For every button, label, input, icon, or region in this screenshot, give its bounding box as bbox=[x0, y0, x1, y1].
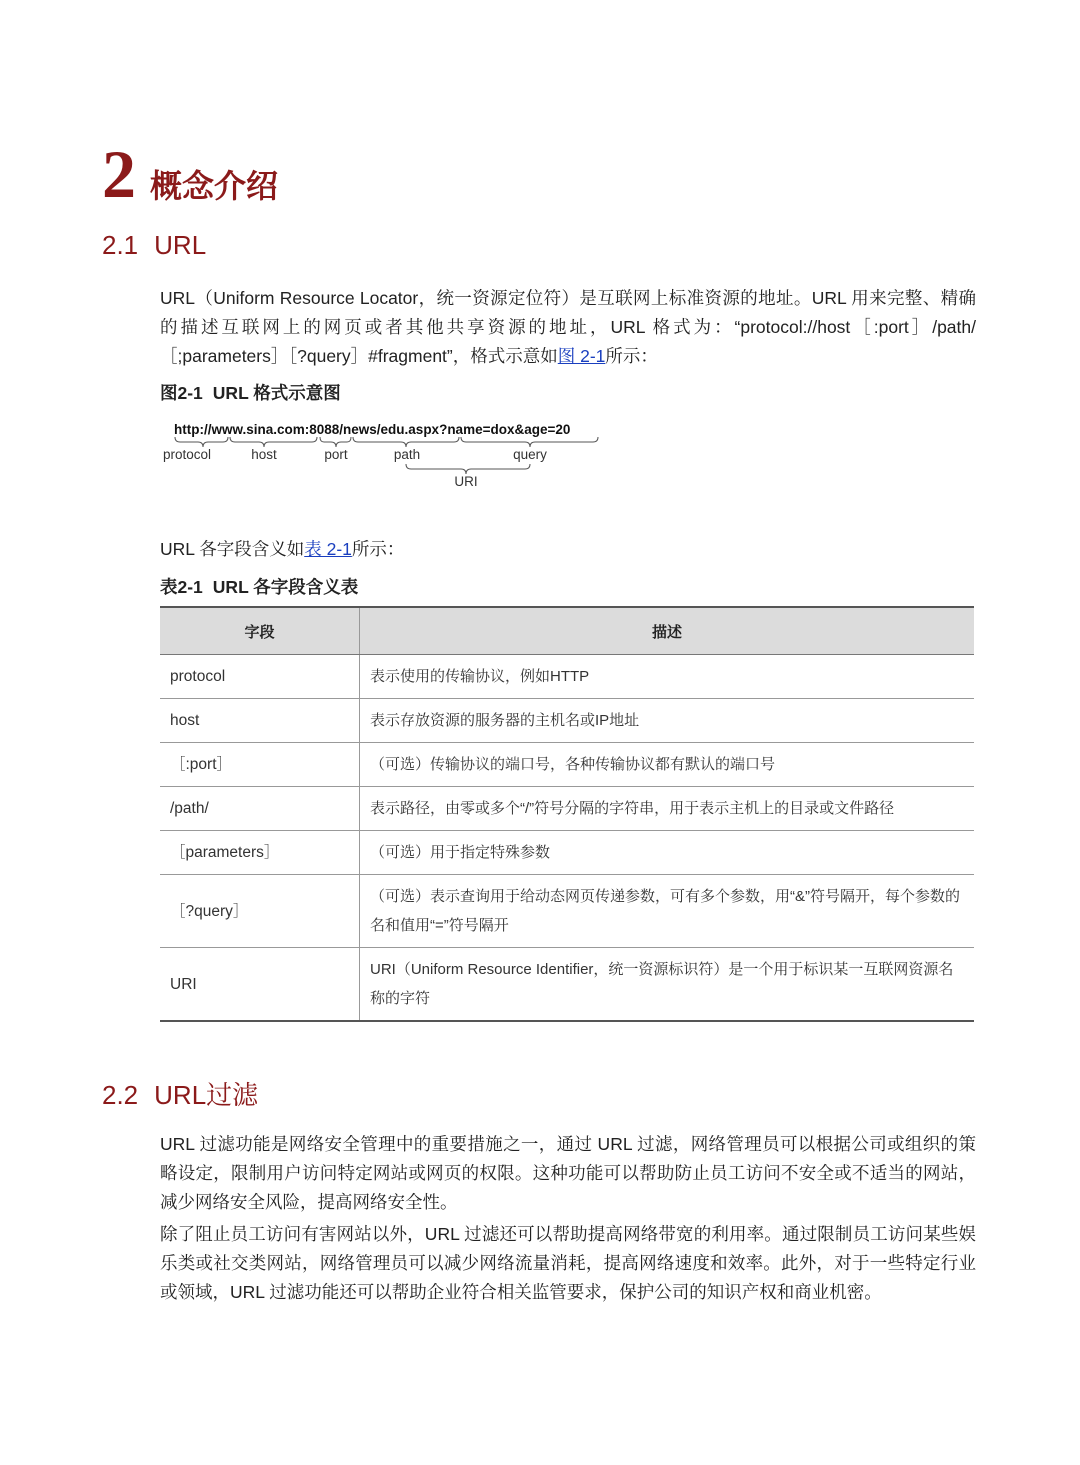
table-link[interactable]: 表 2-1 bbox=[304, 539, 352, 559]
table-caption-number: 表2-1 bbox=[160, 577, 203, 597]
description-cell: （可选）表示查询用于给动态网页传递参数，可有多个参数，用“&”符号隔开，每个参数的名和值用“=”符号隔开 bbox=[360, 875, 975, 948]
header-field: 字段 bbox=[160, 607, 360, 655]
table-row bbox=[160, 875, 974, 948]
brace-uri bbox=[406, 464, 530, 474]
filter-paragraph-1: URL 过滤功能是网络安全管理中的重要措施之一，通过 URL 过滤，网络管理员可以根据公司或组织的策略设定，限制用户访问特定网站或网页的权限。这种功能可以帮助防止员工访问不安全或不适当的网站，减少网络安全风险，提高网络安全性。 bbox=[160, 1134, 976, 1212]
intro-text: URL（Uniform Resource Locator，统一资源定位符）是互联网上标准资源的地址。URL 用来完整、精确的描述互联网上的网页或者其他共享资源的地址，URL 格式为：“protocol://host［:port］/path/［;parameters］［?query］#fragment”，格式示意如 bbox=[160, 288, 976, 366]
table-reference-paragraph bbox=[160, 535, 976, 564]
table-caption-text: URL 各字段含义表 bbox=[212, 577, 359, 597]
field-cell: /path/ bbox=[160, 787, 360, 831]
brace-protocol bbox=[175, 437, 228, 447]
brace-host bbox=[230, 437, 317, 447]
description-cell: 表示路径，由零或多个“/”符号分隔的字符串，用于表示主机上的目录或文件路径 bbox=[360, 787, 975, 831]
section-number: 2.1 bbox=[102, 230, 139, 260]
table-ref-text: URL 各字段含义如 bbox=[160, 539, 305, 559]
section-heading-url bbox=[102, 230, 206, 261]
brace-path bbox=[353, 437, 459, 447]
chapter-title: 概念介绍 bbox=[150, 168, 279, 204]
field-cell: URI bbox=[160, 948, 360, 1022]
table-row bbox=[160, 948, 974, 1022]
table-row bbox=[160, 743, 974, 787]
field-cell: ［:port］ bbox=[160, 743, 360, 787]
description-cell: （可选）用于指定特殊参数 bbox=[360, 831, 975, 875]
table-header-row bbox=[160, 607, 974, 655]
description-cell: （可选）传输协议的端口号，各种传输协议都有默认的端口号 bbox=[360, 743, 975, 787]
label-query: query bbox=[513, 447, 547, 462]
brace-port bbox=[320, 437, 351, 447]
label-path: path bbox=[393, 447, 421, 462]
url-fields-table bbox=[160, 606, 974, 1022]
table-row bbox=[160, 699, 974, 743]
section-title: URL bbox=[154, 230, 207, 260]
filter-paragraph-2: 除了阻止员工访问有害网站以外，URL 过滤还可以帮助提高网络带宽的利用率。通过限制员工访问某些娱乐类或社交类网站，网络管理员可以减少网络流量消耗，提高网络速度和效率。此外，对于一些特定行业或领域，URL 过滤功能还可以帮助企业符合相关监管要求，保护公司的知识产权和商业机密。 bbox=[160, 1224, 976, 1302]
label-host: host bbox=[251, 447, 277, 462]
table-row bbox=[160, 831, 974, 875]
field-cell: protocol bbox=[160, 655, 360, 699]
url-format-diagram bbox=[150, 416, 630, 496]
table-ref-suffix: 所示： bbox=[351, 539, 405, 559]
field-cell: ［parameters］ bbox=[160, 831, 360, 875]
url-diagram-svg bbox=[150, 416, 630, 496]
intro-paragraph bbox=[160, 284, 976, 371]
chapter-number: 2 bbox=[102, 136, 136, 212]
table-row bbox=[160, 787, 974, 831]
figure-caption bbox=[160, 380, 341, 405]
url-example-text: http://www.sina.com:8088/news/edu.aspx?name=dox&age=20 bbox=[174, 422, 571, 437]
section-number: 2.2 bbox=[102, 1080, 139, 1110]
label-uri: URI bbox=[454, 474, 478, 489]
chapter-heading bbox=[102, 136, 279, 212]
brace-query bbox=[461, 437, 598, 447]
figure-link[interactable]: 图 2-1 bbox=[557, 346, 606, 366]
table-caption bbox=[160, 574, 358, 599]
section-heading-url-filter bbox=[102, 1075, 258, 1112]
header-description: 描述 bbox=[360, 607, 975, 655]
label-port: port bbox=[324, 447, 348, 462]
section-title: URL过滤 bbox=[154, 1080, 259, 1110]
description-cell: 表示存放资源的服务器的主机名或IP地址 bbox=[360, 699, 975, 743]
description-cell: 表示使用的传输协议，例如HTTP bbox=[360, 655, 975, 699]
field-cell: ［?query］ bbox=[160, 875, 360, 948]
intro-suffix: 所示： bbox=[605, 346, 658, 366]
description-cell: URI（Uniform Resource Identifier，统一资源标识符）是一个用于标识某一互联网资源名称的字符 bbox=[360, 948, 975, 1022]
label-protocol: protocol bbox=[162, 447, 212, 462]
field-cell: host bbox=[160, 699, 360, 743]
table-row bbox=[160, 655, 974, 699]
figure-caption-text: URL 格式示意图 bbox=[212, 383, 341, 403]
figure-caption-number: 图2-1 bbox=[160, 383, 203, 403]
